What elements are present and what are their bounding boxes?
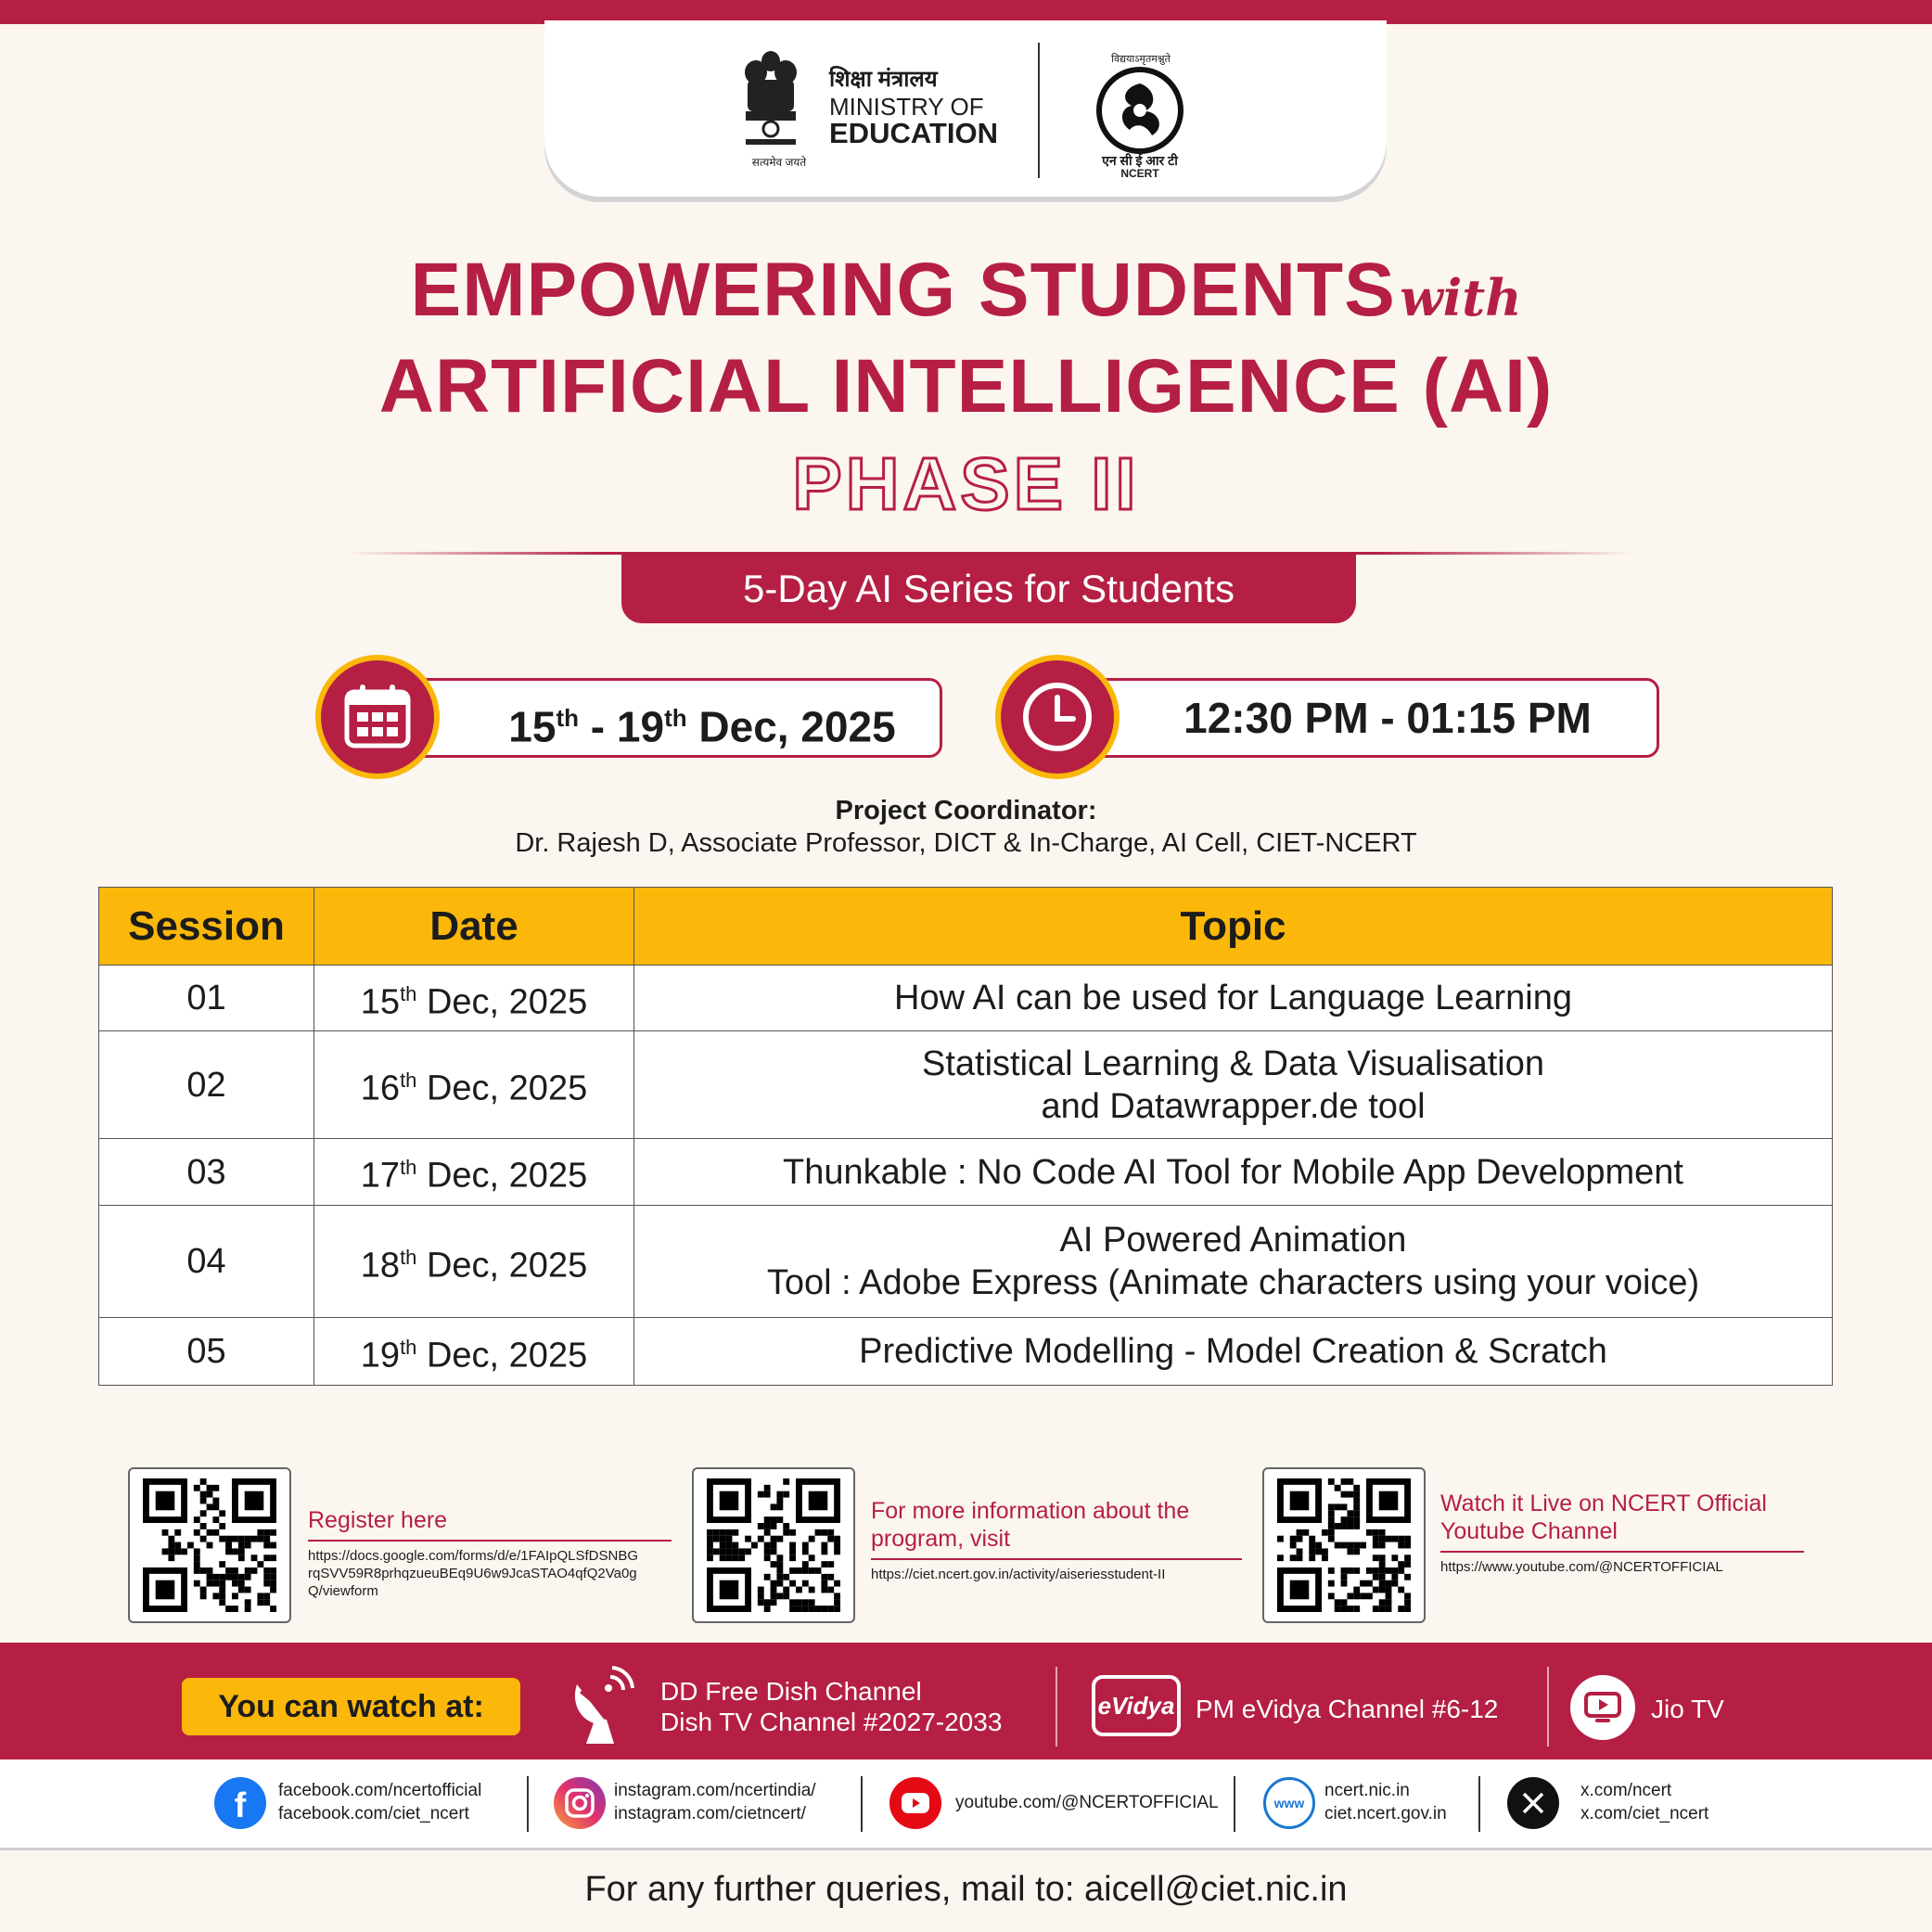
- session-date: 16th Dec, 2025: [314, 1031, 634, 1139]
- ncert-hindi: एन सी ई आर टी: [1102, 153, 1178, 168]
- facebook-links[interactable]: facebook.com/ncertofficial facebook.com/ciet_ncert: [278, 1781, 482, 1823]
- footer-contact: For any further queries, mail to: aicell@ciet.nic.in: [584, 1870, 1348, 1909]
- globe-icon[interactable]: www: [1263, 1777, 1315, 1829]
- info-url[interactable]: https://ciet.ncert.gov.in/activity/aiseriesstudent-II: [871, 1567, 1166, 1582]
- qr-youtube[interactable]: [1262, 1467, 1426, 1623]
- title-empowering: EMPOWERING STUDENTS: [410, 248, 1396, 332]
- title-with: with: [1400, 268, 1522, 327]
- session-date: 18th Dec, 2025: [314, 1206, 634, 1318]
- series-label: 5-Day AI Series for Students: [621, 555, 1356, 623]
- time-box: [1069, 678, 1659, 758]
- session-date: 19th Dec, 2025: [314, 1318, 634, 1386]
- youtube-url[interactable]: https://www.youtube.com/@NCERTOFFICIAL: [1440, 1559, 1723, 1575]
- evidya-logo-icon: eVidya: [1092, 1675, 1181, 1736]
- jio-tv: Jio TV: [1651, 1695, 1724, 1723]
- coordinator-label: Project Coordinator:: [835, 796, 1097, 825]
- table-row: [99, 1139, 1833, 1206]
- youtube-link[interactable]: youtube.com/@NCERTOFFICIAL: [955, 1793, 1219, 1812]
- session-number: 02: [99, 1031, 314, 1139]
- youtube-rule: [1440, 1551, 1804, 1553]
- facebook-icon[interactable]: f: [214, 1777, 266, 1829]
- info-heading: For more information about the program, visit: [871, 1498, 1190, 1552]
- qr-register[interactable]: [128, 1467, 291, 1623]
- youtube-icon[interactable]: [889, 1777, 941, 1829]
- session-number: 05: [99, 1318, 314, 1386]
- header-date: Date: [314, 888, 634, 966]
- session-date: 15th Dec, 2025: [314, 966, 634, 1031]
- qr-code-icon: [1273, 1478, 1414, 1612]
- register-url[interactable]: https://docs.google.com/forms/d/e/1FAIpQLSfDSNBGrqSVV59R8prhqzueuBEq9U6w9JcaSTAO4qfQ2Va0gQ/viewform: [308, 1548, 638, 1599]
- social-divider: [861, 1776, 863, 1832]
- ministry-line1: MINISTRY OF: [829, 93, 984, 121]
- watch-divider: [1547, 1667, 1549, 1746]
- session-topic: How AI can be used for Language Learning: [634, 966, 1833, 1031]
- header-topic: Topic: [634, 888, 1833, 966]
- emblem-motto: सत्यमेव जयते: [751, 156, 807, 169]
- header-session: Session: [99, 888, 314, 966]
- schedule-table: [98, 887, 1833, 1386]
- watch-label: You can watch at:: [182, 1678, 520, 1735]
- session-topic: Predictive Modelling - Model Creation & Scratch: [634, 1318, 1833, 1386]
- register-block: [308, 1506, 672, 1600]
- qr-code-icon: [703, 1478, 844, 1612]
- title-line1: [0, 247, 1932, 334]
- ashoka-emblem-icon: [742, 48, 800, 150]
- watch-divider: [1056, 1667, 1057, 1746]
- info-rule: [871, 1558, 1242, 1560]
- register-heading: Register here: [308, 1507, 448, 1533]
- table-header-row: [99, 888, 1833, 966]
- session-number: 01: [99, 966, 314, 1031]
- date-box: [388, 678, 942, 758]
- register-rule: [308, 1540, 672, 1542]
- table-row: [99, 1206, 1833, 1318]
- qr-code-icon: [139, 1478, 280, 1612]
- session-number: 04: [99, 1206, 314, 1318]
- clock-icon: [995, 655, 1120, 779]
- social-divider: [1478, 1776, 1480, 1832]
- table-row: [99, 1318, 1833, 1386]
- social-divider: [527, 1776, 529, 1832]
- x-links[interactable]: x.com/ncert x.com/ciet_ncert: [1580, 1781, 1709, 1823]
- instagram-icon[interactable]: [554, 1777, 606, 1829]
- table-row: [99, 966, 1833, 1031]
- session-topic: Statistical Learning & Data Visualisation and Datawrapper.de tool: [634, 1031, 1833, 1139]
- youtube-heading: Watch it Live on NCERT Official Youtube Channel: [1440, 1491, 1767, 1544]
- satellite-dish-icon: [568, 1666, 636, 1747]
- table-row: [99, 1031, 1833, 1139]
- social-divider: [1234, 1776, 1235, 1832]
- jio-tv-icon: [1570, 1675, 1635, 1740]
- qr-info[interactable]: [692, 1467, 855, 1623]
- ncert-logo-icon: [1094, 65, 1185, 156]
- info-block: [871, 1497, 1242, 1583]
- x-icon[interactable]: [1507, 1777, 1559, 1829]
- logo-divider: [1038, 43, 1040, 178]
- instagram-links[interactable]: instagram.com/ncertindia/ instagram.com/cietncert/: [614, 1781, 816, 1823]
- session-topic: Thunkable : No Code AI Tool for Mobile App Development: [634, 1139, 1833, 1206]
- youtube-block: [1440, 1490, 1804, 1576]
- session-topic: AI Powered Animation Tool : Adobe Express (Animate characters using your voice): [634, 1206, 1833, 1318]
- title-line2: ARTIFICIAL INTELLIGENCE (AI): [378, 344, 1554, 429]
- calendar-icon: [315, 655, 440, 779]
- coordinator-text: Dr. Rajesh D, Associate Professor, DICT & In-Charge, AI Cell, CIET-NCERT: [515, 828, 1417, 858]
- ministry-hindi: शिक्षा मंत्रालय: [829, 67, 938, 92]
- pm-evidya: PM eVidya Channel #6-12: [1196, 1695, 1499, 1723]
- ncert-name: NCERT: [1120, 167, 1159, 180]
- session-number: 03: [99, 1139, 314, 1206]
- date-range: 15th - 19th Dec, 2025: [508, 702, 896, 751]
- title-phase: PHASE II: [792, 442, 1140, 525]
- session-date: 17th Dec, 2025: [314, 1139, 634, 1206]
- ncert-tagline: विद्ययाऽमृतमश्नुते: [1111, 54, 1171, 65]
- website-links[interactable]: ncert.nic.in ciet.ncert.gov.in: [1324, 1781, 1447, 1823]
- dd-free-dish: DD Free Dish Channel Dish TV Channel #2027-2033: [660, 1677, 1003, 1736]
- time-range: 12:30 PM - 01:15 PM: [1184, 694, 1592, 742]
- ministry-line2: EDUCATION: [829, 117, 998, 149]
